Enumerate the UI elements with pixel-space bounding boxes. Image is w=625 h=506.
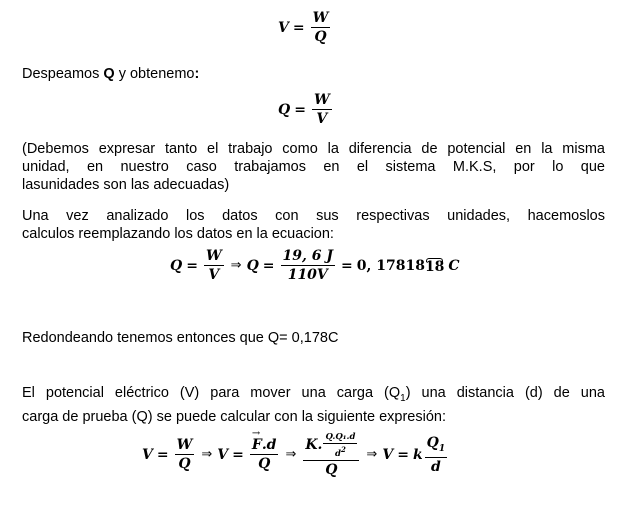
eq4-inner-num: Q.Q₁.d bbox=[325, 432, 356, 442]
eq3-fraction-w-v bbox=[204, 248, 224, 283]
implies-arrow-icon: ⇒ bbox=[201, 447, 213, 463]
equation-potential-derivation bbox=[142, 432, 449, 478]
potential-line1-a: El potencial eléctrico (V) para mover una carga (Q bbox=[22, 385, 401, 401]
eq4-constant-k: K. bbox=[305, 437, 323, 454]
eq3-lhs2: Q bbox=[246, 257, 259, 274]
implies-arrow-icon: ⇒ bbox=[230, 258, 242, 273]
eq2-numerator: W bbox=[313, 92, 330, 108]
equation-q-w-over-v bbox=[278, 92, 334, 127]
eq4-num4-sub: 1 bbox=[438, 443, 446, 454]
eq4-den2: Q bbox=[258, 456, 271, 473]
equation-q-calculation bbox=[170, 248, 460, 283]
eq2-lhs: Q bbox=[278, 101, 291, 118]
despejamos-text-after: y obtenemo bbox=[114, 66, 195, 82]
eq4-num1: W bbox=[176, 437, 193, 454]
despejamos-line bbox=[22, 65, 199, 83]
eq4-den4: d bbox=[430, 459, 441, 476]
eq1-equals: = bbox=[292, 19, 305, 36]
eq3-numerator-w: W bbox=[205, 248, 222, 264]
implies-arrow-icon: ⇒ bbox=[366, 447, 378, 463]
eq4-v3: V bbox=[382, 446, 394, 463]
paragraph-units-line2: unidad, en nuestro caso trabajamos en el sistema M.K.S, por lo que bbox=[22, 159, 605, 175]
eq4-num4-q: Q bbox=[426, 434, 439, 451]
paragraph-potential-line1 bbox=[22, 384, 605, 408]
paragraph-analysis-line1: Una vez analizado los datos con sus respectivas unidades, hacemoslos bbox=[22, 208, 605, 224]
rounding-result: Redondeando tenemos entonces que Q= 0,178C bbox=[22, 330, 339, 346]
paragraph-potential-line2: carga de prueba (Q) se puede calcular con la siguiente expresión: bbox=[22, 408, 446, 425]
eq3-equals2: = bbox=[262, 257, 275, 274]
potential-line1-b: ) una distancia (d) de una bbox=[405, 385, 605, 401]
paragraph-units-line3: lasunidades son las adecuadas) bbox=[22, 177, 230, 193]
eq3-numerator-work: 19, 6 J bbox=[282, 248, 333, 264]
eq4-fraction1 bbox=[175, 437, 195, 472]
eq3-denominator-v: V bbox=[208, 267, 220, 283]
eq1-numerator: W bbox=[312, 10, 329, 26]
eq4-inner-fraction bbox=[323, 432, 357, 459]
eq3-equals: = bbox=[186, 257, 198, 274]
eq3-unit: C bbox=[448, 257, 460, 274]
eq2-fraction bbox=[312, 92, 332, 127]
eq1-lhs: V bbox=[278, 19, 289, 36]
eq4-num2-rest: .d bbox=[261, 437, 277, 454]
eq4-inner-den-exp: 2 bbox=[340, 445, 346, 454]
eq1-denominator: Q bbox=[314, 29, 327, 45]
paragraph-potential bbox=[22, 384, 605, 426]
despejamos-variable: Q bbox=[103, 66, 115, 82]
paragraph-units-line1: (Debemos expresar tanto el trabajo como la diferencia de potencial en la misma bbox=[22, 141, 605, 157]
eq3-result: 0, 17818 bbox=[356, 257, 425, 274]
eq4-equals1: = bbox=[156, 446, 169, 463]
eq4-v2: V bbox=[217, 446, 229, 463]
equation-v-w-over-q bbox=[278, 10, 332, 45]
eq2-denominator: V bbox=[316, 111, 328, 127]
eq4-den3: Q bbox=[325, 461, 338, 478]
eq4-equals3: = bbox=[397, 446, 409, 463]
potential-line1-subscript: 1 bbox=[400, 392, 406, 404]
despejamos-text: Despeamos bbox=[22, 66, 104, 82]
eq4-inner-den-base: d bbox=[335, 448, 341, 459]
eq2-equals: = bbox=[294, 101, 306, 118]
eq4-den1: Q bbox=[178, 456, 191, 473]
eq4-fraction4 bbox=[425, 435, 447, 476]
eq4-num4 bbox=[425, 435, 447, 459]
eq4-equals2: = bbox=[232, 446, 244, 463]
eq1-fraction bbox=[311, 10, 331, 45]
eq3-denominator-voltage: 110V bbox=[287, 267, 328, 283]
paragraph-analysis bbox=[22, 207, 605, 243]
vector-f: → F bbox=[252, 437, 262, 453]
eq4-fraction2 bbox=[250, 437, 279, 472]
eq4-num2 bbox=[250, 437, 279, 455]
eq4-inner-den bbox=[333, 444, 348, 459]
eq4-num3 bbox=[303, 432, 359, 461]
eq3-fraction-values bbox=[281, 248, 335, 283]
eq3-repeating-digits: 18 bbox=[424, 258, 445, 275]
eq3-equals3: = bbox=[341, 257, 353, 274]
eq3-lhs: Q bbox=[170, 257, 183, 274]
implies-arrow-icon: ⇒ bbox=[285, 447, 297, 463]
despejamos-colon: : bbox=[194, 66, 200, 82]
eq4-fraction3 bbox=[303, 432, 359, 478]
paragraph-analysis-line2: calculos reemplazando los datos en la ecuacion: bbox=[22, 226, 334, 242]
paragraph-units-note bbox=[22, 140, 605, 194]
eq4-v1: V bbox=[142, 446, 153, 463]
eq4-k: k bbox=[412, 446, 423, 463]
